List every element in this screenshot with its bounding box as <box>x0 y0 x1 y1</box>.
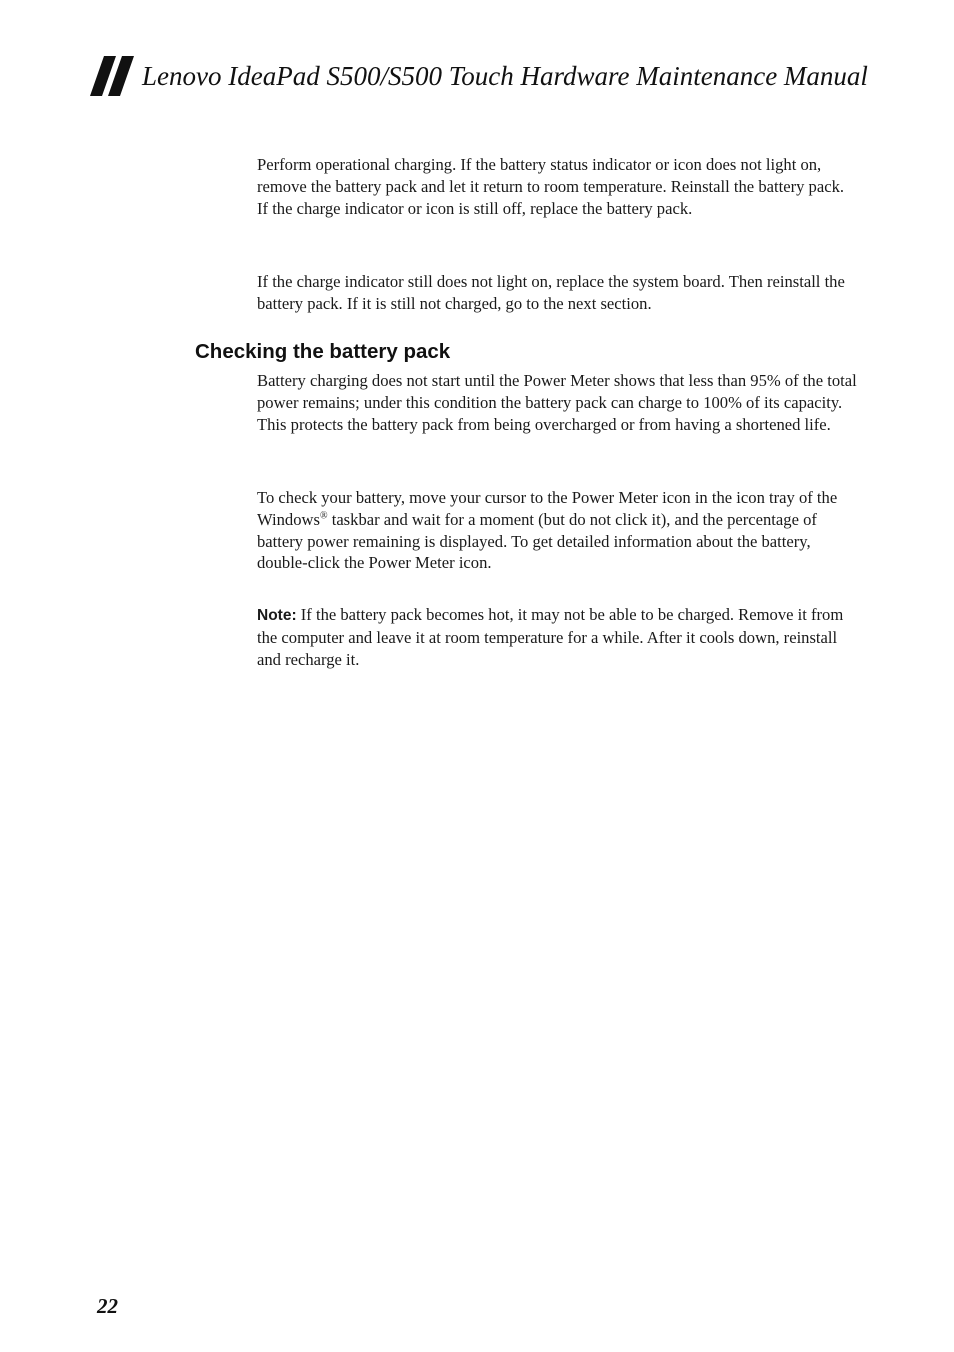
manual-title: Lenovo IdeaPad S500/S500 Touch Hardware Maintenance Manual <box>142 60 868 91</box>
registered-mark: ® <box>319 510 328 522</box>
intro-paragraph-2: If the charge indicator still does not light on, replace the system board. Then reinstall the battery pack. If it is still not charged, go to the next section. <box>257 272 845 313</box>
check-battery-text-start: To check your battery, move your cursor to the Power Meter icon in the icon tray of the Windows <box>257 488 838 529</box>
note-text: If the battery pack becomes hot, it may not be able to be charged. Remove it from the computer and leave it at room temperature for a while. After it cools down, reinstall and recharge it. <box>257 605 844 669</box>
page-number: 22 <box>97 1294 118 1318</box>
intro-paragraph-1: Perform operational charging. If the battery status indicator or icon does not light on, remove the battery pack and let it return to room temperature. Reinstall the battery pack. If the charge indicator or icon is still off, replace the battery pack. <box>257 155 845 218</box>
double-slash-logo-icon <box>90 56 136 96</box>
section-heading: Checking the battery pack <box>195 340 451 363</box>
battery-charging-paragraph: Battery charging does not start until the Power Meter shows that less than 95% of the total power remains; under this condition the battery pack can charge to 100% of its capacity. This protects the battery pack from being overcharged or from having a shortened life. <box>257 371 857 434</box>
note-label: Note: <box>257 607 297 624</box>
check-battery-paragraph <box>257 487 857 574</box>
check-battery-text-end: taskbar and wait for a moment (but do not click it), and the percentage of battery power remaining is displayed. To get detailed information about the battery, double-click the Power Meter icon. <box>257 509 817 573</box>
page-header <box>90 56 868 96</box>
note-paragraph <box>257 604 857 670</box>
